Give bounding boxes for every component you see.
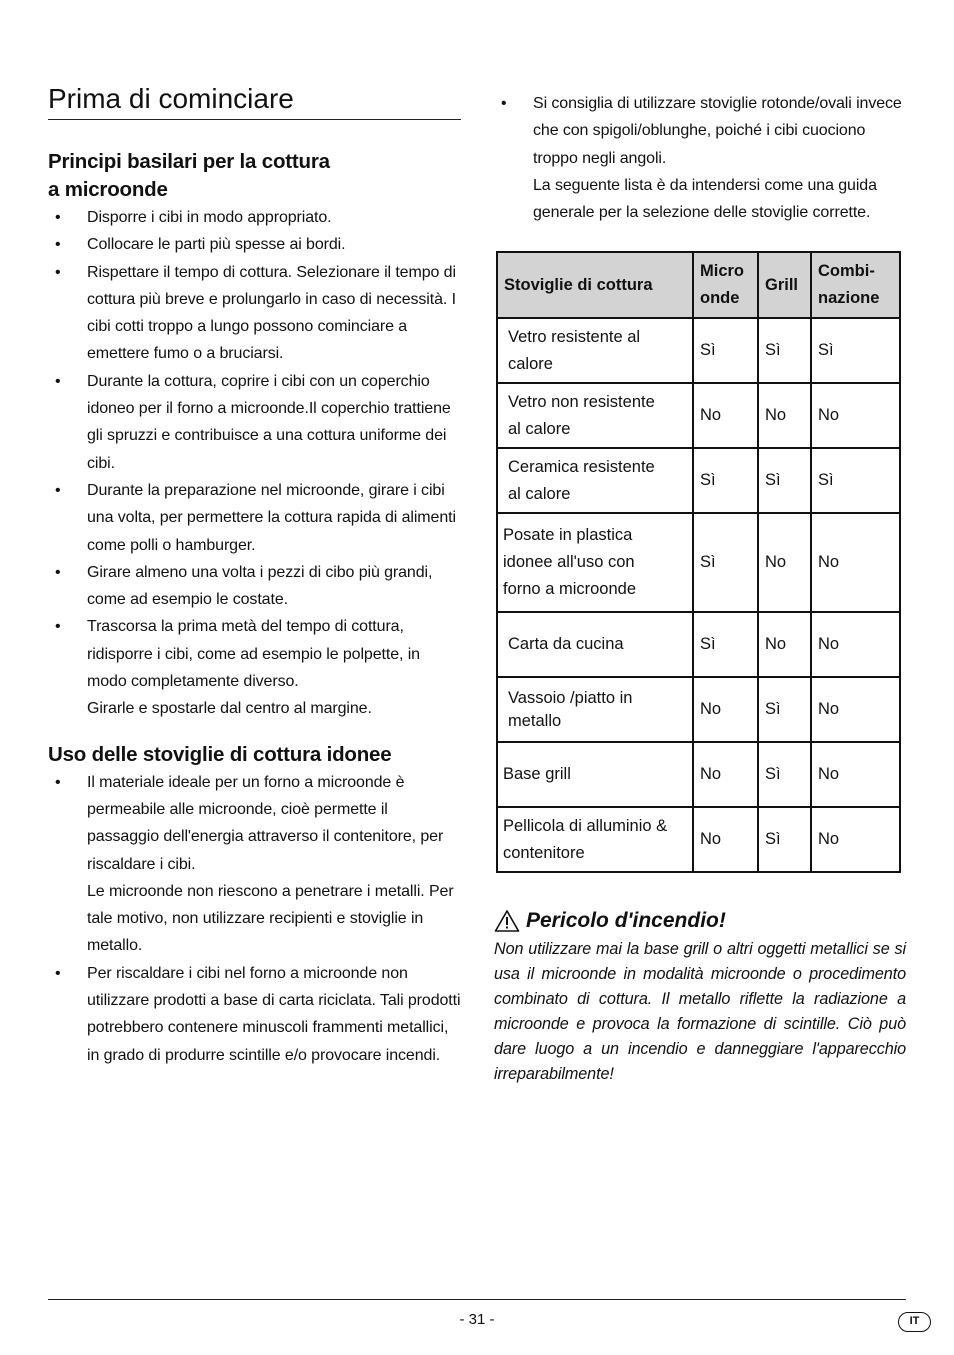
bullet-icon: • [55, 372, 61, 390]
table-cell-material [497, 807, 693, 872]
column-header-combination [811, 252, 900, 318]
list-item [48, 477, 461, 559]
cell-text: calore [508, 354, 553, 373]
section-heading-line: Principi basilari per la cottura [48, 150, 330, 173]
table-cell-combination: No [811, 513, 900, 612]
list-item-text: Si consiglia di utilizzare stoviglie rotonde/ovali invece che con spigoli/oblunghe, poiché i cibi cuociono troppo negli angoli. [533, 95, 902, 167]
section-heading-cookware: Uso delle stoviglie di cottura idonee [48, 742, 392, 766]
table-cell-combination: Sì [811, 318, 900, 383]
cell-text: al calore [508, 419, 571, 438]
table-cell-microwave: Sì [693, 513, 758, 612]
table-cell-microwave: No [693, 383, 758, 448]
list-item [48, 204, 461, 231]
cell-text: al calore [508, 484, 571, 503]
table-cell-microwave: No [693, 677, 758, 742]
table-cell-material [497, 448, 693, 513]
list-item [494, 90, 906, 226]
table-cell-combination: No [811, 383, 900, 448]
warning-title-text: Pericolo d'incendio! [526, 909, 726, 933]
table-cell-microwave: Sì [693, 448, 758, 513]
cell-text: idonee all'uso con [503, 553, 635, 572]
table-cell-grill: Sì [758, 318, 811, 383]
table-cell-material [497, 318, 693, 383]
table-row [497, 742, 900, 807]
list-item-text: Disporre i cibi in modo appropriato. [87, 209, 332, 226]
cell-text: Base grill [503, 765, 571, 784]
cell-text: forno a microonde [503, 580, 636, 599]
fire-warning [494, 907, 906, 1087]
table-cell-material [497, 513, 693, 612]
cell-text: Pellicola di alluminio & [503, 816, 668, 835]
column-header-grill [758, 252, 811, 318]
table-cell-combination: Sì [811, 448, 900, 513]
bullet-icon: • [501, 95, 507, 112]
cell-text: Posate in plastica [503, 526, 633, 545]
cookware-list [48, 769, 461, 1069]
table-cell-material [497, 383, 693, 448]
cell-text: contenitore [503, 843, 585, 862]
table-cell-combination: No [811, 612, 900, 677]
table-cell-grill: No [758, 612, 811, 677]
bullet-icon: • [55, 563, 61, 581]
table-cell-grill: No [758, 513, 811, 612]
table-cell-material [497, 612, 693, 677]
bullet-icon: • [55, 209, 61, 226]
bullet-icon: • [55, 263, 61, 281]
table-row [497, 677, 900, 742]
list-item [48, 368, 461, 477]
table-cell-grill: No [758, 383, 811, 448]
bullet-icon: • [55, 773, 61, 791]
list-item-text: Girare almeno una volta i pezzi di cibo più grandi, come ad esempio le costate. [87, 563, 433, 609]
table-cell-combination: No [811, 742, 900, 807]
left-column [48, 82, 461, 1069]
table-row [497, 383, 900, 448]
table-cell-grill: Sì [758, 807, 811, 872]
header-text: Micro [700, 262, 745, 281]
table-cell-grill: Sì [758, 742, 811, 807]
header-text: nazione [818, 289, 880, 308]
right-column [494, 90, 906, 1087]
column-header-microwave [693, 252, 758, 318]
cell-text: Carta da cucina [508, 635, 624, 654]
page-number: - 31 - [459, 1311, 495, 1328]
header-text: Grill [765, 275, 799, 294]
section-heading-line: a microonde [48, 178, 168, 201]
cookware-table [496, 251, 901, 873]
language-badge: IT [898, 1312, 931, 1332]
list-item-text: Rispettare il tempo di cottura. Selezionare il tempo di cottura più breve e prolungarlo in caso di necessità. I cibi cotti troppo a lungo possono cominciare a emettere fumo o a bruciarsi. [87, 263, 456, 363]
table-cell-combination: No [811, 807, 900, 872]
bullet-icon: • [55, 481, 61, 499]
list-item-text: Durante la preparazione nel microonde, girare i cibi una volta, per permettere la cottura rapida di alimenti come polli o hamburger. [87, 481, 456, 554]
table-cell-microwave: Sì [693, 318, 758, 383]
header-text: onde [700, 289, 740, 308]
table-cell-microwave: Sì [693, 612, 758, 677]
table-row [497, 318, 900, 383]
table-row [497, 448, 900, 513]
cell-text: metallo [508, 711, 562, 730]
list-item-text: Girarle e spostarle dal centro al margine. [87, 700, 372, 718]
section-heading-principles [48, 148, 461, 204]
page-title: Prima di cominciare [48, 82, 461, 120]
cell-text: Ceramica resistente [508, 457, 655, 476]
table-cell-grill: Sì [758, 448, 811, 513]
column-header-cookware [497, 252, 693, 318]
cell-text: Vassoio /piatto in [508, 688, 633, 707]
list-item-text: Durante la cottura, coprire i cibi con un coperchio idoneo per il forno a microonde.Il coperchio trattiene gli spruzzi e contribuisce a una cottura uniforme dei cibi. [87, 372, 451, 472]
bullet-icon: • [55, 618, 61, 636]
table-cell-grill: Sì [758, 677, 811, 742]
list-item-text: Per riscaldare i cibi nel forno a microonde non utilizzare prodotti a base di carta riciclata. Tali prodotti potrebbero contenere minuscoli frammenti metallici, in grado di produrre scintille e/o provocare incendi. [87, 964, 461, 1064]
header-text: Stoviglie di cottura [504, 275, 653, 294]
list-item [48, 231, 461, 258]
table-cell-combination: No [811, 677, 900, 742]
principles-list [48, 204, 461, 723]
list-item-text: Trascorsa la prima metà del tempo di cottura, ridisporre i cibi, come ad esempio le polpette, in modo completamente diverso. [87, 618, 420, 691]
cell-text: Vetro non resistente [508, 392, 655, 411]
list-item-text: Collocare le parti più spesse ai bordi. [87, 236, 346, 254]
table-row [497, 612, 900, 677]
list-item [48, 559, 461, 614]
cell-text: Vetro resistente al [508, 327, 641, 346]
table-header-row [497, 252, 900, 318]
list-item [48, 960, 461, 1069]
list-item-text: La seguente lista è da intendersi come una guida generale per la selezione delle stoviglie corrette. [533, 176, 877, 222]
table-cell-material [497, 742, 693, 807]
warning-text: Non utilizzare mai la base grill o altri oggetti metallici se si usa il microonde in modalità microonde o procedimento combinato di cottura. Il metallo riflette la radiazione a microonde e provoca la formazione di scintille. Ciò può dare luogo a un incendio e danneggiare l'apparecchio irreparabilmente! [494, 940, 906, 1084]
warning-triangle-icon [494, 909, 520, 933]
table-row [497, 513, 900, 612]
table-cell-microwave: No [693, 742, 758, 807]
bullet-icon: • [55, 236, 61, 254]
list-item [48, 259, 461, 368]
list-item [48, 769, 461, 960]
table-cell-microwave: No [693, 807, 758, 872]
bullet-icon: • [55, 964, 61, 982]
list-item-text: Il materiale ideale per un forno a microonde è permeabile alle microonde, cioè permette il passaggio dell'energia attraverso il contenitore, per riscaldare i cibi. [87, 773, 444, 873]
shape-advice-list [494, 90, 906, 226]
warning-title [494, 907, 906, 935]
list-item [48, 613, 461, 722]
footer-divider [48, 1299, 906, 1300]
header-text: Combi- [818, 262, 875, 281]
table-cell-material [497, 677, 693, 742]
list-item-text: Le microonde non riescono a penetrare i metalli. Per tale motivo, non utilizzare recipienti e stoviglie in metallo. [87, 882, 454, 955]
table-row [497, 807, 900, 872]
